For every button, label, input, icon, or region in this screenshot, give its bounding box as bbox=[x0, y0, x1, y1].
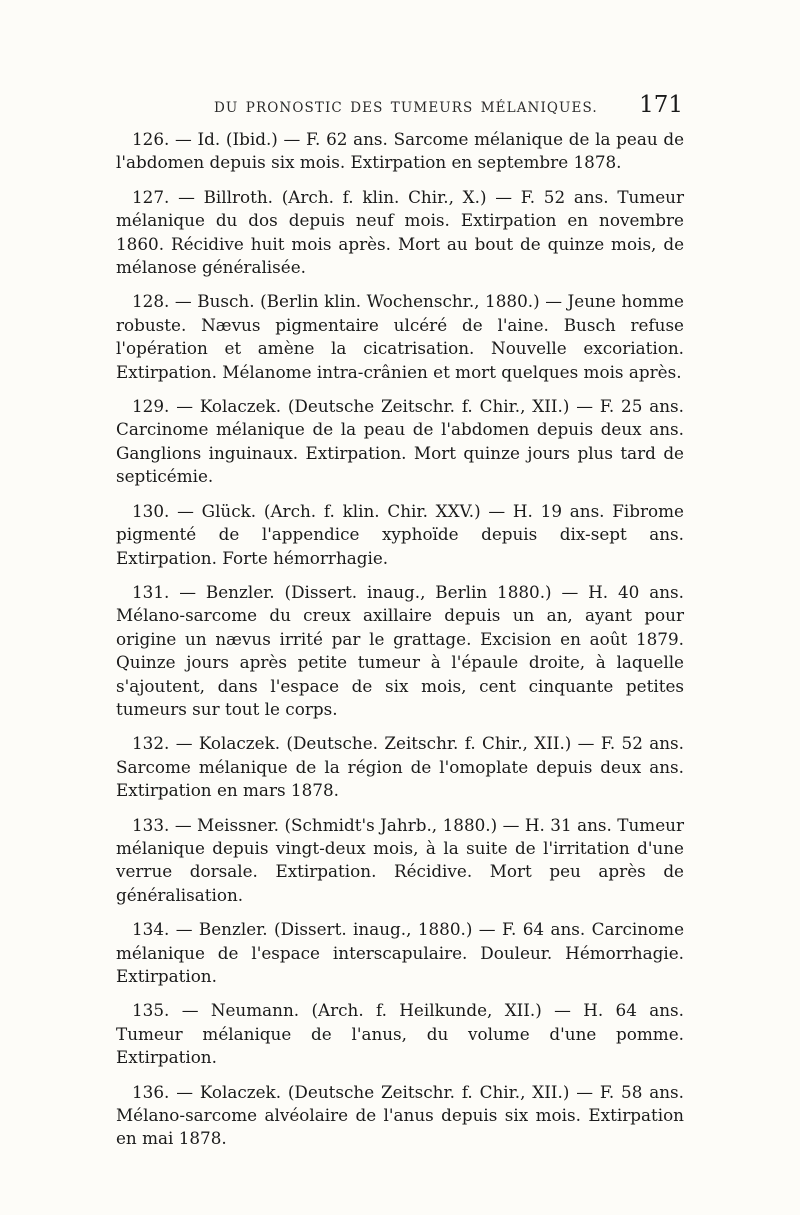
page-number: 171 bbox=[639, 92, 683, 118]
entry-text: 128. — Busch. (Berlin klin. Wochenschr., 1880.) — Jeune homme robuste. Nævus pigmentaire ulcéré de l'aine. Busch refuse l'opération et amène la cicatrisation. Nouvelle excoriation. Extirpation. Mélanome intra-crânien et mort quelques mois après. bbox=[116, 291, 684, 382]
entry-text: 130. — Glück. (Arch. f. klin. Chir. XXV.) — H. 19 ans. Fibrome pigmenté de l'appendice xyphoïde depuis dix-sept ans. Extirpation. Forte hémorrhagie. bbox=[116, 500, 684, 568]
entry-text: 134. — Benzler. (Dissert. inaug., 1880.) — F. 64 ans. Carcinome mélanique de l'espace interscapulaire. Douleur. Hémorrhagie. Extirpation. bbox=[116, 919, 684, 986]
entry-text: 129. — Kolaczek. (Deutsche Zeitschr. f. Chir., XII.) — F. 25 ans. Carcinome mélanique de la peau de l'abdomen depuis deux ans. Ganglions inguinaux. Extirpation. Mort quinze jours plus tard de septicémie. bbox=[116, 396, 684, 487]
case-entry-127 bbox=[116, 186, 684, 280]
case-entry-131 bbox=[116, 581, 684, 721]
case-entry-128 bbox=[116, 290, 684, 384]
running-title: DU PRONOSTIC DES TUMEURS MÉLANIQUES. bbox=[214, 100, 598, 116]
entry-text: 135. — Neumann. (Arch. f. Heilkunde, XII.) — H. 64 ans. Tumeur mélanique de l'anus, du volume d'une pomme. Extirpation. bbox=[116, 1000, 684, 1068]
entry-text: 131. — Benzler. (Dissert. inaug., Berlin 1880.) — H. 40 ans. Mélano-sarcome du creux axillaire depuis un an, ayant pour origine un nævus irrité par le grattage. Excision en août 1879. Quinze jours après petite tumeur à l'épaule droite, à laquelle s'ajoutent, dans l'espace de six mois, cent cinquante petites tumeurs sur tout le corps. bbox=[116, 581, 684, 719]
entry-text: 133. — Meissner. (Schmidt's Jahrb., 1880.) — H. 31 ans. Tumeur mélanique depuis vingt-deux mois, à la suite de l'irritation d'une verrue dorsale. Extirpation. Récidive. Mort peu après de généralisation. bbox=[116, 814, 684, 905]
entry-text: 136. — Kolaczek. (Deutsche Zeitschr. f. Chir., XII.) — F. 58 ans. Mélano-sarcome alvéolaire de l'anus depuis six mois. Extirpation en mai 1878. bbox=[116, 1081, 684, 1149]
case-entry-134 bbox=[116, 918, 684, 988]
entry-text: 126. — Id. (Ibid.) — F. 62 ans. Sarcome mélanique de la peau de l'abdomen depuis six mois. Extirpation en septembre 1878. bbox=[116, 129, 684, 173]
case-entry-129 bbox=[116, 395, 684, 489]
entry-text: 127. — Billroth. (Arch. f. klin. Chir., X.) — F. 52 ans. Tumeur mélanique du dos depuis neuf mois. Extirpation en novembre 1860. Récidive huit mois après. Mort au bout de quinze mois, de mélanose généralisée. bbox=[116, 186, 684, 278]
case-entry-130 bbox=[116, 500, 684, 570]
page-body bbox=[116, 128, 684, 1151]
case-entry-136 bbox=[116, 1081, 684, 1151]
case-entry-133 bbox=[116, 814, 684, 908]
case-entry-126 bbox=[116, 128, 684, 175]
case-entry-135 bbox=[116, 999, 684, 1069]
running-header bbox=[118, 92, 683, 124]
case-entry-132 bbox=[116, 732, 684, 802]
entry-text: 132. — Kolaczek. (Deutsche. Zeitschr. f. Chir., XII.) — F. 52 ans. Sarcome mélanique de la région de l'omoplate depuis deux ans. Extirpation en mars 1878. bbox=[116, 733, 684, 801]
